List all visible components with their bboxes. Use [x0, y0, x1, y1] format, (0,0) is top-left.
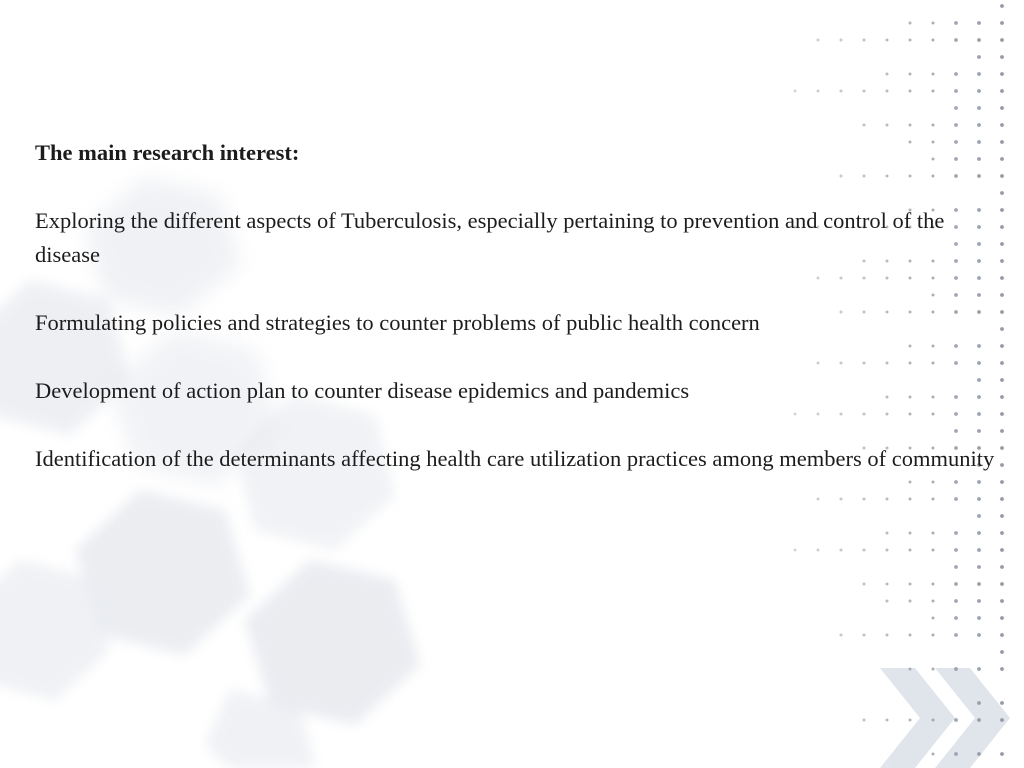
- decor-dot: [954, 633, 958, 637]
- decor-dot: [977, 599, 981, 603]
- decor-dot: [1000, 497, 1004, 501]
- decor-dot: [1000, 72, 1004, 76]
- decor-dot: [1000, 633, 1004, 637]
- decor-dot: [1000, 38, 1004, 42]
- decor-dot: [1000, 55, 1004, 59]
- decor-dot: [863, 583, 866, 586]
- decor-dot: [886, 583, 889, 586]
- decor-dot: [932, 532, 935, 535]
- decor-dot: [977, 531, 981, 535]
- decor-dot: [954, 106, 958, 110]
- decor-dot: [932, 498, 935, 501]
- decor-dot: [1000, 174, 1004, 178]
- decor-dot: [863, 719, 866, 722]
- decor-dot: [817, 39, 820, 42]
- decor-dot: [1000, 361, 1004, 365]
- decor-dot: [932, 73, 935, 76]
- decor-dot: [932, 90, 935, 93]
- decor-dot: [909, 498, 912, 501]
- research-interest-item: Formulating policies and strategies to counter problems of public health concern: [35, 310, 760, 335]
- decor-dot: [977, 616, 981, 620]
- decor-dot: [954, 718, 958, 722]
- decor-dot: [977, 718, 981, 722]
- decor-dot: [977, 123, 981, 127]
- decor-dot: [954, 38, 958, 42]
- decor-dot: [954, 123, 958, 127]
- slide-content: [35, 136, 995, 476]
- decor-dot: [1000, 667, 1004, 671]
- chevron-arrows: [880, 668, 1010, 768]
- decor-dot: [1000, 293, 1004, 297]
- decor-dot: [977, 497, 981, 501]
- decor-dot: [863, 498, 866, 501]
- research-interest-list: [35, 204, 995, 476]
- decor-dot: [886, 498, 889, 501]
- decor-dot: [1000, 599, 1004, 603]
- decor-dot: [886, 90, 889, 93]
- decor-dot: [932, 617, 935, 620]
- decor-dot: [1000, 242, 1004, 246]
- decor-dot: [1000, 650, 1004, 654]
- decor-dot: [977, 701, 981, 705]
- decor-dot: [840, 90, 843, 93]
- decor-dot: [977, 565, 981, 569]
- decor-dot: [909, 39, 912, 42]
- decor-dot: [817, 498, 820, 501]
- decor-dot: [977, 667, 981, 671]
- decor-dot: [1000, 463, 1004, 467]
- decor-dot: [1000, 565, 1004, 569]
- decor-dot: [1000, 701, 1004, 705]
- decor-dot: [909, 549, 912, 552]
- decor-dot: [932, 124, 935, 127]
- decor-dot: [1000, 310, 1004, 314]
- decor-dot: [909, 22, 912, 25]
- decor-dot: [977, 89, 981, 93]
- decor-dot: [977, 752, 981, 756]
- decor-dot: [1000, 412, 1004, 416]
- decor-dot: [909, 90, 912, 93]
- decor-dot: [932, 39, 935, 42]
- decor-dot: [932, 583, 935, 586]
- decor-dot: [1000, 378, 1004, 382]
- decor-dot: [1000, 225, 1004, 229]
- decor-dot: [886, 549, 889, 552]
- decor-dot: [1000, 191, 1004, 195]
- decor-dot: [1000, 718, 1004, 722]
- decor-dot: [977, 582, 981, 586]
- decor-dot: [1000, 548, 1004, 552]
- decor-dot: [1000, 140, 1004, 144]
- decor-dot: [954, 531, 958, 535]
- decor-dot: [1000, 395, 1004, 399]
- decor-dot: [954, 565, 958, 569]
- research-interest-item: Exploring the different aspects of Tuberculosis, especially pertaining to prevention and control of the disease: [35, 208, 945, 267]
- decor-dot: [840, 549, 843, 552]
- decor-dot: [909, 124, 912, 127]
- decor-dot: [954, 599, 958, 603]
- decor-dot: [840, 498, 843, 501]
- decor-dot: [977, 21, 981, 25]
- decor-dot: [977, 38, 981, 42]
- decor-dot: [909, 583, 912, 586]
- decor-dot: [909, 719, 912, 722]
- decor-dot: [954, 548, 958, 552]
- decor-dot: [1000, 446, 1004, 450]
- decor-dot: [932, 481, 935, 484]
- decor-dot: [863, 549, 866, 552]
- decor-dot: [1000, 157, 1004, 161]
- decor-dot: [932, 600, 935, 603]
- decor-dot: [977, 106, 981, 110]
- slide-heading: The main research interest:: [35, 140, 300, 165]
- decor-dot: [863, 634, 866, 637]
- decor-dot: [1000, 89, 1004, 93]
- decor-dot: [1000, 106, 1004, 110]
- decor-dot: [1000, 752, 1004, 756]
- decor-dot: [909, 634, 912, 637]
- research-interest-item: Identification of the determinants affecting health care utilization practices among members of community: [35, 446, 995, 471]
- decor-dot: [1000, 480, 1004, 484]
- decor-dot: [1000, 344, 1004, 348]
- decor-dot: [886, 124, 889, 127]
- decor-dot: [909, 481, 912, 484]
- decor-dot: [954, 480, 958, 484]
- decor-dot: [1000, 123, 1004, 127]
- decor-dot: [909, 73, 912, 76]
- decor-dot: [817, 90, 820, 93]
- decor-dot: [932, 634, 935, 637]
- decor-dot: [954, 752, 958, 756]
- decor-dot: [863, 90, 866, 93]
- decor-dot: [1000, 208, 1004, 212]
- decor-dot: [977, 514, 981, 518]
- decor-dot: [954, 21, 958, 25]
- decor-dot: [909, 668, 912, 671]
- decor-dot: [886, 600, 889, 603]
- decor-dot: [1000, 327, 1004, 331]
- decor-dot: [954, 89, 958, 93]
- decor-dot: [954, 616, 958, 620]
- decor-dot: [932, 549, 935, 552]
- decor-dot: [932, 22, 935, 25]
- decor-dot: [1000, 429, 1004, 433]
- decor-dot: [909, 532, 912, 535]
- decor-dot: [977, 480, 981, 484]
- decor-dot: [817, 549, 820, 552]
- decor-dot: [932, 753, 935, 756]
- decor-dot: [840, 39, 843, 42]
- decor-dot: [977, 548, 981, 552]
- decor-dot: [840, 634, 843, 637]
- decor-dot: [1000, 582, 1004, 586]
- decor-dot: [1000, 259, 1004, 263]
- decor-dot: [977, 55, 981, 59]
- decor-dot: [794, 549, 797, 552]
- decor-dot: [954, 72, 958, 76]
- decor-dot: [886, 73, 889, 76]
- decor-dot: [977, 72, 981, 76]
- decor-dot: [1000, 4, 1004, 8]
- decor-dot: [1000, 21, 1004, 25]
- decor-dot: [886, 634, 889, 637]
- decor-dot: [977, 633, 981, 637]
- decor-dot: [863, 39, 866, 42]
- decor-dot: [794, 90, 797, 93]
- decor-dot: [1000, 276, 1004, 280]
- decor-dot: [886, 39, 889, 42]
- decor-dot: [932, 668, 935, 671]
- decor-dot: [886, 532, 889, 535]
- decor-dot: [954, 667, 958, 671]
- decor-dot: [863, 124, 866, 127]
- research-interest-item: Development of action plan to counter disease epidemics and pandemics: [35, 378, 690, 403]
- decor-dot: [954, 497, 958, 501]
- chevron-shape: [880, 668, 955, 768]
- decor-dot: [1000, 616, 1004, 620]
- decor-dot: [954, 582, 958, 586]
- decor-dot: [1000, 514, 1004, 518]
- decor-dot: [932, 719, 935, 722]
- decor-dot: [886, 719, 889, 722]
- decor-dot: [1000, 531, 1004, 535]
- decor-dot: [909, 600, 912, 603]
